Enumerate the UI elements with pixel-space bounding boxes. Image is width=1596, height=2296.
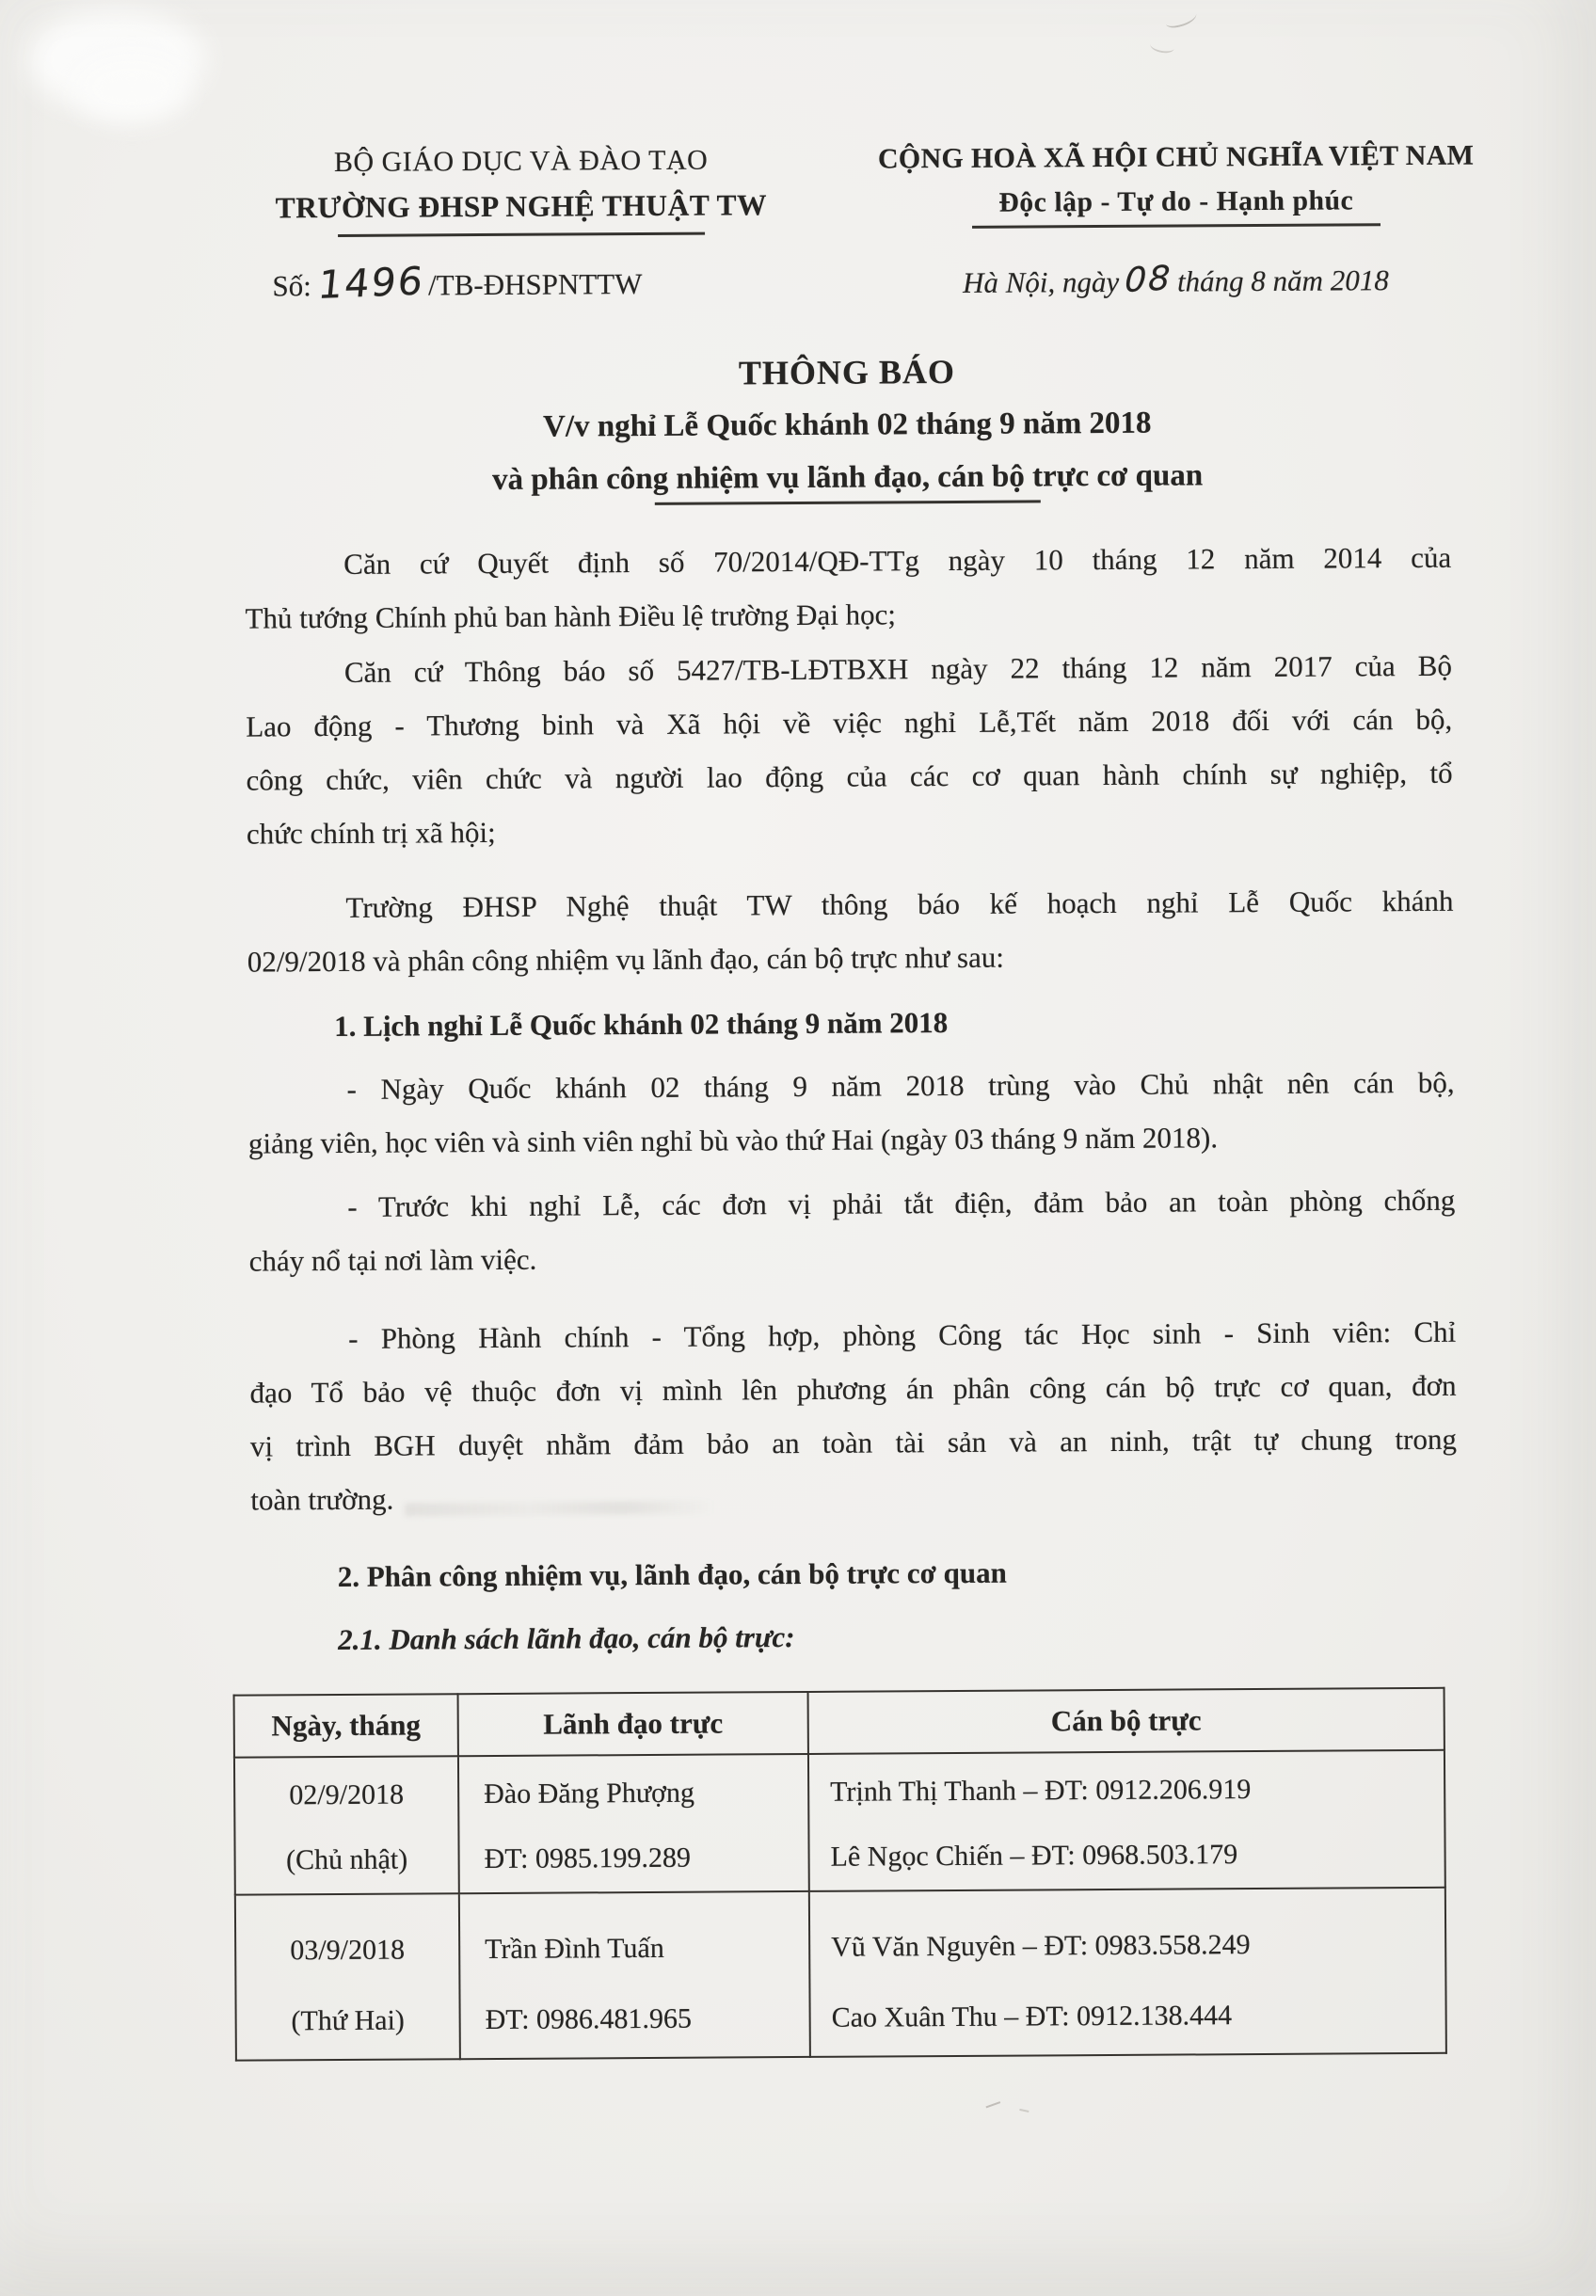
staff-entry: Trịnh Thị Thanh – ĐT: 0912.206.919	[830, 1774, 1252, 1808]
table-row	[234, 1750, 1445, 1895]
cell-date	[234, 1756, 459, 1894]
body-line: vị trình BGH duyệt nhằm đảm bảo an toàn tài sản và an ninh, trật tự chung trong	[249, 1422, 1458, 1463]
cell-leader	[459, 1891, 810, 2059]
date-prefix: Hà Nội, ngày	[962, 264, 1120, 299]
document-body	[245, 531, 1460, 2062]
col-header-leader: Lãnh đạo trực	[458, 1692, 808, 1756]
issuer-underline	[338, 232, 705, 237]
section-2-1-heading: 2.1. Danh sách lãnh đạo, cán bộ trực:	[338, 1620, 795, 1656]
section-2-heading: 2. Phân công nhiệm vụ, lãnh đạo, cán bộ trực cơ quan	[337, 1555, 1007, 1593]
weekday-value: (Thứ Hai)	[291, 2004, 405, 2037]
paragraph-legal-basis-2	[246, 639, 1453, 861]
section-1-heading: 1. Lịch nghỉ Lễ Quốc khánh 02 tháng 9 năm 2018	[334, 1006, 949, 1044]
body-line: 02/9/2018 và phân công nhiệm vụ lãnh đạo, cán bộ trực như sau:	[247, 940, 1004, 979]
date-value: 03/9/2018	[290, 1934, 406, 1967]
table-row	[235, 1888, 1446, 2061]
body-line: công chức, viên chức và người lao động của các cơ quan hành chính sự nghiệp, tổ	[246, 756, 1453, 797]
paragraph-legal-basis-1	[245, 531, 1452, 646]
body-line: Căn cứ Quyết định số 70/2014/QĐ-TTg ngày 10 tháng 12 năm 2014 của	[343, 540, 1452, 581]
leader-name: Trần Đình Tuấn	[485, 1932, 664, 1966]
cell-staff	[809, 1888, 1446, 2057]
title-block	[244, 343, 1451, 508]
date-value: 02/9/2018	[289, 1778, 405, 1811]
leader-phone: ĐT: 0985.199.289	[484, 1842, 692, 1875]
bullet-holiday-schedule	[247, 1056, 1455, 1171]
cell-staff	[808, 1750, 1445, 1891]
issuer-school: TRƯỜNG ĐHSP NGHỆ THUẬT TW	[275, 188, 768, 225]
body-line: - Ngày Quốc khánh 02 tháng 9 năm 2018 trùng vào Chủ nhật nên cán bộ,	[346, 1065, 1455, 1106]
body-line: Thủ tướng Chính phủ ban hành Điều lệ trường Đại học;	[245, 598, 897, 635]
body-line: đạo Tổ bảo vệ thuộc đơn vị mình lên phương án phân công cán bộ trực cơ quan, đơn	[249, 1368, 1457, 1410]
national-motto-line1: CỘNG HOÀ XÃ HỘI CHỦ NGHĨA VIỆT NAM	[877, 139, 1475, 175]
document-number-line	[272, 257, 642, 310]
col-header-staff: Cán bộ trực	[808, 1688, 1444, 1754]
body-line: cháy nổ tại nơi làm việc.	[248, 1242, 537, 1278]
leader-phone: ĐT: 0986.481.965	[485, 2002, 693, 2036]
national-motto-line2: Độc lập - Tự do - Hạnh phúc	[998, 185, 1354, 218]
duty-roster-table	[233, 1687, 1447, 2062]
body-line: giảng viên, học viên và sinh viên nghỉ bù vào thứ Hai (ngày 03 tháng 9 năm 2018).	[247, 1121, 1219, 1160]
issuer-ministry: BỘ GIÁO DỤC VÀ ĐÀO TẠO	[333, 144, 709, 178]
cell-leader	[458, 1754, 809, 1893]
date-rest: tháng 8 năm 2018	[1176, 263, 1389, 298]
place-date-line	[902, 256, 1448, 308]
number-code: /TB-ĐHSPNTTW	[427, 266, 643, 302]
weekday-value: (Chủ nhật)	[285, 1843, 408, 1876]
body-line: Căn cứ Thông báo số 5427/TB-LĐTBXH ngày 22 tháng 12 năm 2017 của Bộ	[343, 648, 1452, 689]
body-line: - Phòng Hành chính - Tổng hợp, phòng Công tác Học sinh - Sinh viên: Chỉ	[348, 1315, 1457, 1355]
staff-entry: Lê Ngọc Chiến – ĐT: 0968.503.179	[830, 1839, 1238, 1873]
body-line: toàn trường.	[250, 1482, 394, 1517]
issuer-block	[208, 137, 834, 238]
document-title: THÔNG BÁO	[738, 352, 956, 392]
subject-line-1: V/v nghỉ Lễ Quốc khánh 02 tháng 9 năm 2018	[543, 406, 1152, 444]
bullet-power-safety	[248, 1173, 1456, 1288]
leader-name: Đào Đăng Phượng	[484, 1777, 695, 1810]
body-line: chức chính trị xã hội;	[246, 815, 496, 851]
col-header-date: Ngày, tháng	[234, 1694, 458, 1757]
handwritten-day: 08	[1124, 259, 1173, 301]
staff-entry: Vũ Văn Nguyên – ĐT: 0983.558.249	[831, 1929, 1251, 1963]
body-line: Lao động - Thương binh và Xã hội về việc nghỉ Lễ,Tết năm 2018 đối với cán bộ,	[246, 702, 1453, 743]
body-line: - Trước khi nghỉ Lễ, các đơn vị phải tắt điện, đảm bảo an toàn phòng chống	[347, 1183, 1456, 1223]
national-motto-block	[814, 133, 1538, 230]
handwritten-number: 1496	[316, 258, 427, 309]
paragraph-announcement	[247, 874, 1454, 989]
staff-entry: Cao Xuân Thu – ĐT: 0912.138.444	[831, 2000, 1233, 2033]
cell-date	[235, 1893, 460, 2060]
number-label: Số:	[272, 269, 311, 303]
subject-line-2: và phân công nhiệm vụ lãnh đạo, cán bộ trực cơ quan	[491, 458, 1204, 497]
table-header-row	[234, 1688, 1444, 1758]
bullet-security-plan	[249, 1305, 1457, 1527]
body-line: Trường ĐHSP Nghệ thuật TW thông báo kế hoạch nghỉ Lễ Quốc khánh	[345, 884, 1454, 924]
